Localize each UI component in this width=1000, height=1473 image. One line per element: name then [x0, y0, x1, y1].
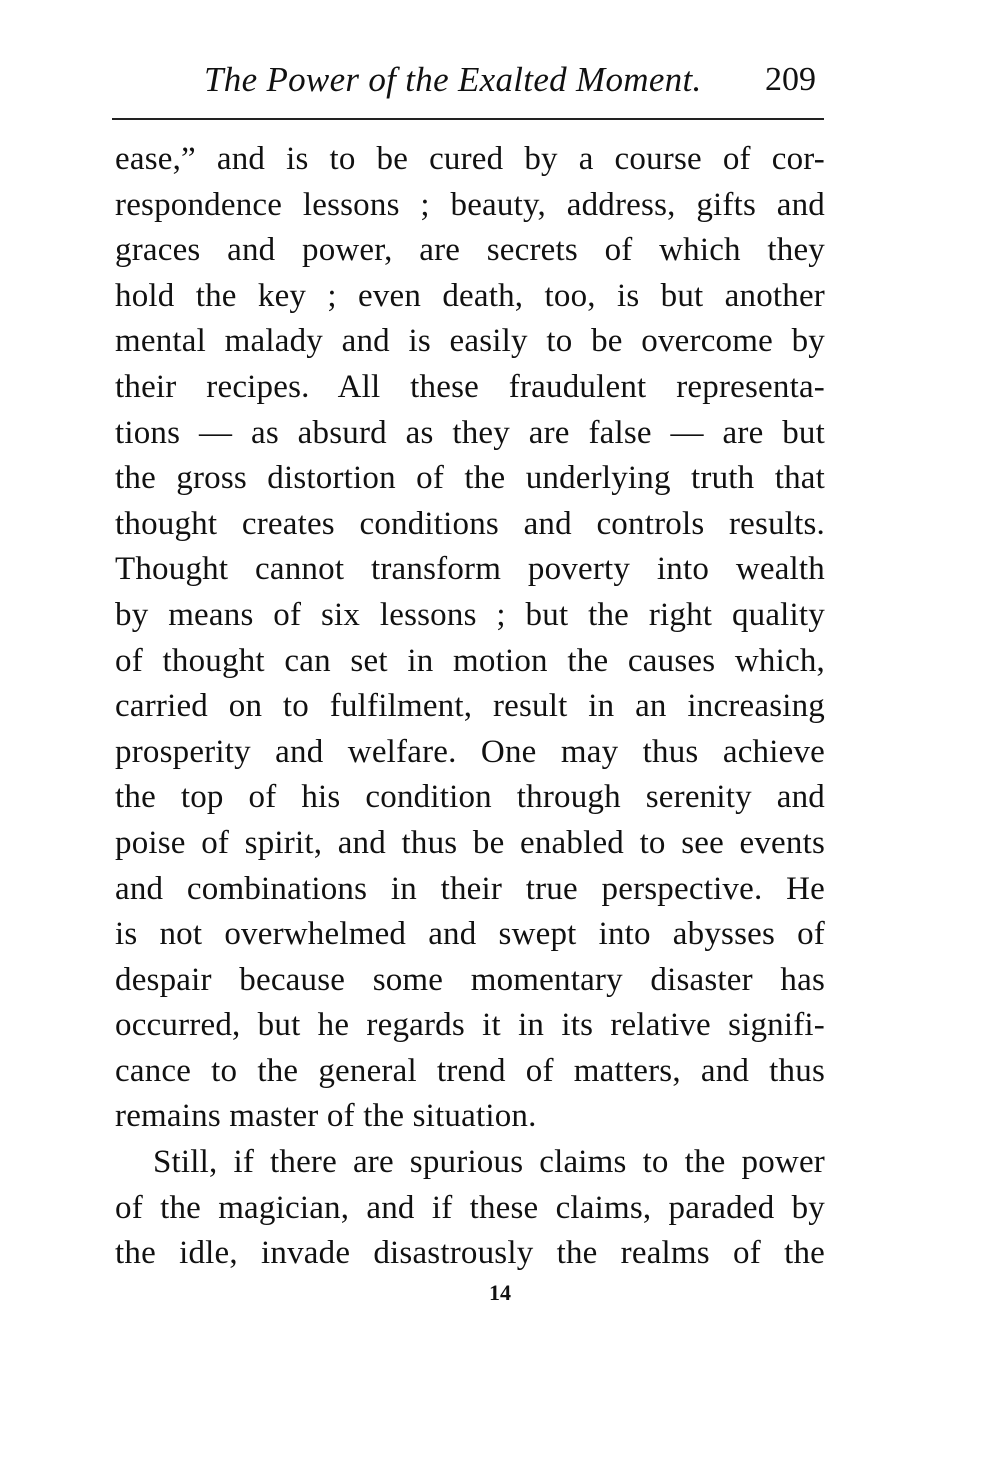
text-line: by means of six lessons ; but the right quality — [115, 596, 825, 633]
text-line: cance to the general trend of matters, and thus — [115, 1052, 825, 1089]
text-line: Still, if there are spurious claims to the power — [153, 1144, 825, 1181]
text-line: despair because some momentary disaster has — [115, 961, 825, 998]
running-title: The Power of the Exalted Moment. — [204, 60, 702, 99]
text-line: the top of his condition through serenity and — [115, 779, 825, 816]
text-line: the idle, invade disastrously the realms of the — [115, 1235, 825, 1272]
text-line: thought creates conditions and controls results. — [115, 505, 825, 542]
text-line: of thought can set in motion the causes which, — [115, 642, 825, 679]
text-line: remains master of the situation. — [115, 1098, 537, 1135]
text-line: of the magician, and if these claims, paraded by — [115, 1189, 825, 1226]
text-line: carried on to fulfilment, result in an increasing — [115, 688, 825, 725]
text-line: respondence lessons ; beauty, address, gifts and — [115, 186, 825, 223]
text-line: ease,” and is to be cured by a course of cor- — [115, 141, 825, 177]
signature-mark: 14 — [489, 1280, 511, 1305]
text-line: Thought cannot transform poverty into wealth — [115, 551, 825, 588]
text-line: poise of spirit, and thus be enabled to see events — [115, 824, 825, 861]
running-header — [112, 52, 824, 108]
text-line: the gross distortion of the underlying truth that — [115, 460, 825, 497]
text-line: mental malady and is easily to be overcome by — [115, 323, 825, 360]
text-line: occurred, but he regards it in its relative signifi- — [115, 1007, 825, 1044]
text-line: graces and power, are secrets of which they — [115, 232, 825, 269]
text-line: tions — as absurd as they are false — are but — [115, 414, 825, 451]
text-line: hold the key ; even death, too, is but another — [115, 277, 825, 314]
body-text — [115, 137, 825, 1277]
text-line: and combinations in their true perspective. He — [115, 870, 825, 907]
text-line: their recipes. All these fraudulent representa- — [115, 368, 825, 405]
text-line: prosperity and welfare. One may thus achieve — [115, 733, 825, 770]
text-line: is not overwhelmed and swept into abysses of — [115, 916, 825, 953]
page-number: 209 — [765, 61, 816, 98]
header-rule — [112, 118, 824, 120]
